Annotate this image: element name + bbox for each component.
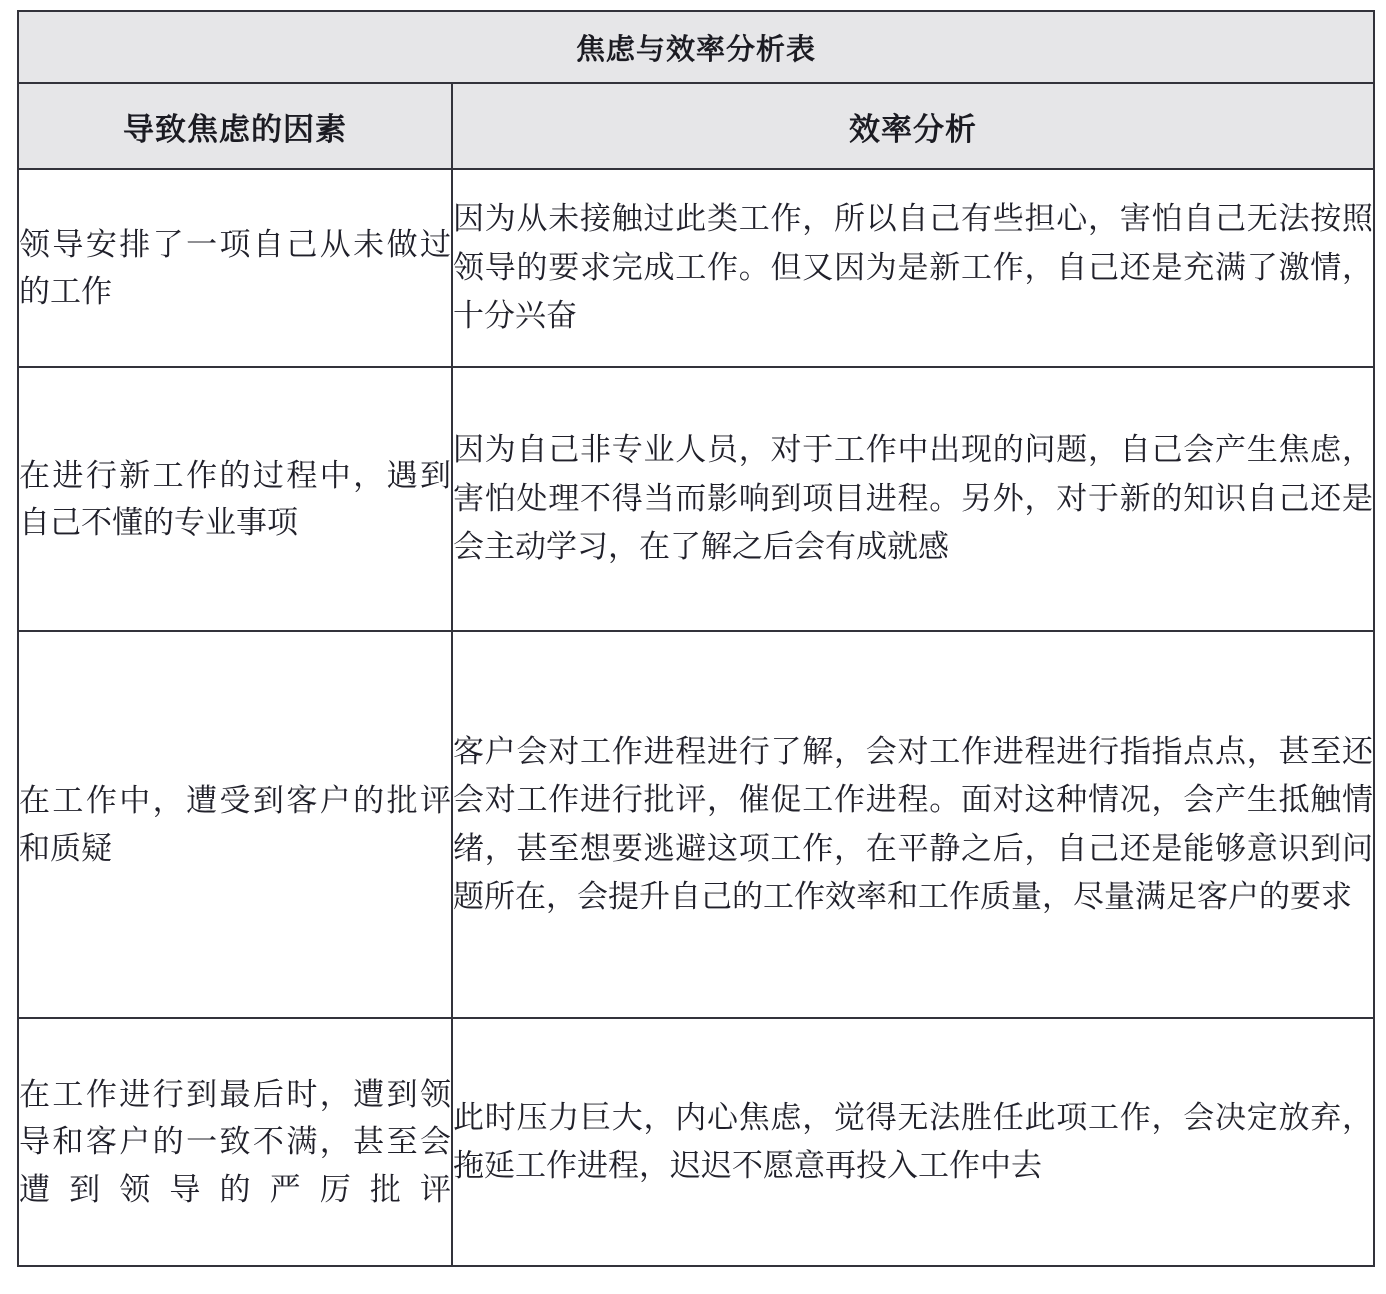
table-title-row (18, 11, 1374, 83)
column-header-analysis: 效率分析 (452, 83, 1374, 169)
column-header-factor: 导致焦虑的因素 (18, 83, 452, 169)
table-row (18, 631, 1374, 1018)
table-row (18, 367, 1374, 631)
table-header-row (18, 83, 1374, 169)
table-row (18, 1018, 1374, 1266)
factor-cell-3: 在工作中，遭受到客户的批评和质疑 (18, 631, 452, 1018)
factor-cell-1: 领导安排了一项自己从未做过的工作 (18, 169, 452, 367)
analysis-cell-3: 客户会对工作进程进行了解，会对工作进程进行指指点点，甚至还会对工作进行批评，催促工作进程。面对这种情况，会产生抵触情绪，甚至想要逃避这项工作，在平静之后，自己还是能够意识到问题所在，会提升自己的工作效率和工作质量，尽量满足客户的要求 (452, 631, 1374, 1018)
analysis-cell-1: 因为从未接触过此类工作，所以自己有些担心，害怕自己无法按照领导的要求完成工作。但又因为是新工作，自己还是充满了激情，十分兴奋 (452, 169, 1374, 367)
anxiety-efficiency-table (17, 10, 1375, 1267)
factor-cell-4: 在工作进行到最后时，遭到领导和客户的一致不满，甚至会遭到领导的严厉批评 (18, 1018, 452, 1266)
factor-cell-2: 在进行新工作的过程中，遇到自己不懂的专业事项 (18, 367, 452, 631)
analysis-cell-4: 此时压力巨大，内心焦虑，觉得无法胜任此项工作，会决定放弃，拖延工作进程，迟迟不愿意再投入工作中去 (452, 1018, 1374, 1266)
analysis-cell-2: 因为自己非专业人员，对于工作中出现的问题，自己会产生焦虑，害怕处理不得当而影响到项目进程。另外，对于新的知识自己还是会主动学习，在了解之后会有成就感 (452, 367, 1374, 631)
table-title: 焦虑与效率分析表 (18, 11, 1374, 83)
table-row (18, 169, 1374, 367)
